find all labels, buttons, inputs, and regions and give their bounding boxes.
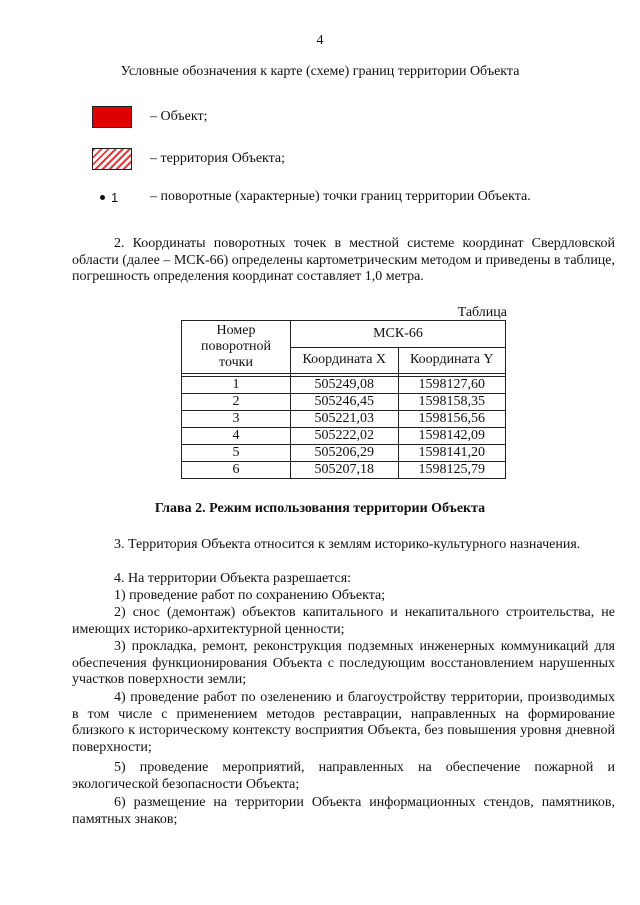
point-mark-number: 1 bbox=[111, 189, 119, 205]
header-point-number: Номер поворотной точки bbox=[182, 321, 291, 374]
legend-label-points: – поворотные (характерные) точки границ территории Объекта. bbox=[150, 189, 531, 204]
list-item-2: 2) снос (демонтаж) объектов капитального и некапитального строительства, не имеющих историко-архитектурной ценности; bbox=[72, 605, 615, 637]
list-item-4: 4) проведение работ по озеленению и благоустройству территории, производимых в том числе с применением методов реставрации, направленных на формирование близкого к историческому контексту восприятия Объекта, без повышения уровня дневной поверхности; bbox=[72, 690, 615, 755]
list-item-3: 3) прокладка, ремонт, реконструкция подземных инженерных коммуникаций для обеспечения функционирования Объекта с последующим восстановлением нарушенных участков поверхности земли; bbox=[72, 639, 615, 687]
cell-x: 505249,08 bbox=[291, 377, 399, 394]
cell-x: 505207,18 bbox=[291, 462, 399, 479]
legend-label-object: – Объект; bbox=[150, 109, 208, 124]
paragraph-4: 4. На территории Объекта разрешается: bbox=[114, 571, 352, 586]
header-coord-y: Координата Y bbox=[398, 347, 506, 374]
cell-y: 1598127,60 bbox=[398, 377, 506, 394]
page-number: 4 bbox=[316, 33, 324, 48]
cell-y: 1598141,20 bbox=[398, 445, 506, 462]
cell-y: 1598125,79 bbox=[398, 462, 506, 479]
cell-point: 1 bbox=[182, 377, 291, 394]
cell-x: 505246,45 bbox=[291, 394, 399, 411]
table-row bbox=[182, 394, 506, 411]
chapter-title: Глава 2. Режим использования территории Объекта bbox=[154, 501, 486, 516]
object-swatch-icon bbox=[92, 106, 132, 128]
territory-hatch-swatch-icon bbox=[92, 148, 132, 170]
table-row bbox=[182, 411, 506, 428]
point-dot-icon bbox=[100, 195, 105, 200]
header-coord-x: Координата X bbox=[291, 347, 399, 374]
header-msk66: МСК-66 bbox=[291, 321, 506, 348]
list-item-6: 6) размещение на территории Объекта информационных стендов, памятников, памятных знаков; bbox=[72, 795, 615, 827]
cell-x: 505221,03 bbox=[291, 411, 399, 428]
cell-x: 505206,29 bbox=[291, 445, 399, 462]
cell-y: 1598158,35 bbox=[398, 394, 506, 411]
table-row bbox=[182, 377, 506, 394]
cell-x: 505222,02 bbox=[291, 428, 399, 445]
paragraph-coordinates: 2. Координаты поворотных точек в местной системе координат Свердловской области (далее – МСК-66) определены картометрическим методом и приведены в таблице, погрешность определения координат составляет 1,0 метра. bbox=[72, 236, 616, 284]
table-caption: Таблица bbox=[457, 305, 507, 320]
legend-row-points bbox=[92, 189, 531, 205]
cell-point: 6 bbox=[182, 462, 291, 479]
legend-title: Условные обозначения к карте (схеме) границ территории Объекта bbox=[120, 64, 520, 79]
list-item-1: 1) проведение работ по сохранению Объекта; bbox=[114, 588, 386, 603]
turning-point-icon bbox=[92, 190, 132, 205]
cell-point: 3 bbox=[182, 411, 291, 428]
table-row bbox=[182, 428, 506, 445]
coordinates-table bbox=[181, 320, 506, 479]
cell-y: 1598142,09 bbox=[398, 428, 506, 445]
table-row bbox=[182, 445, 506, 462]
cell-y: 1598156,56 bbox=[398, 411, 506, 428]
cell-point: 2 bbox=[182, 394, 291, 411]
cell-point: 5 bbox=[182, 445, 291, 462]
legend-row-territory bbox=[92, 148, 285, 170]
list-item-5: 5) проведение мероприятий, направленных на обеспечение пожарной и экологической безопасности Объекта; bbox=[72, 760, 615, 792]
table-row bbox=[182, 462, 506, 479]
paragraph-3: 3. Территория Объекта относится к землям историко-культурного назначения. bbox=[114, 537, 581, 552]
legend-label-territory: – территория Объекта; bbox=[150, 151, 286, 166]
cell-point: 4 bbox=[182, 428, 291, 445]
legend-row-object bbox=[92, 106, 207, 128]
